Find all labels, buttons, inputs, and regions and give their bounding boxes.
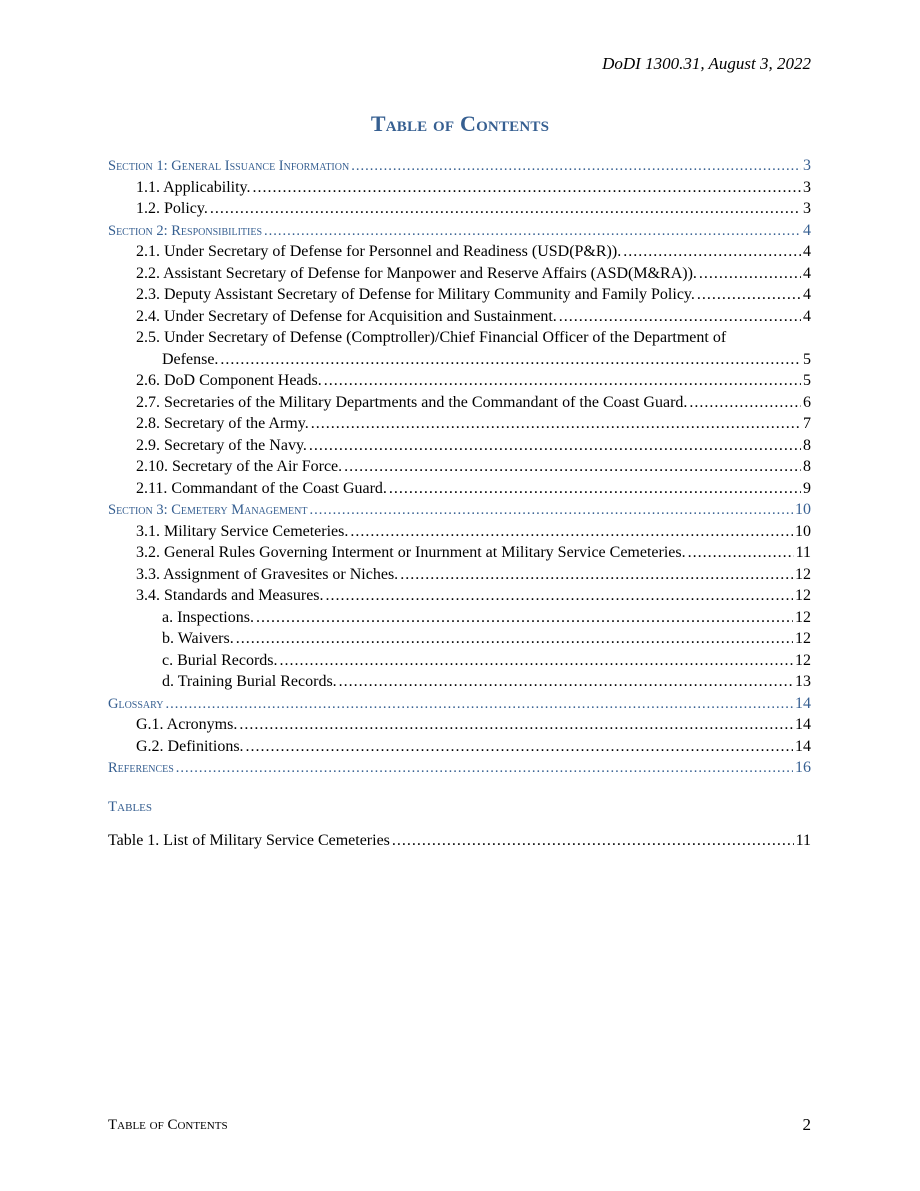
toc-table-1[interactable] xyxy=(108,830,811,852)
toc-page: 8 xyxy=(803,458,811,475)
leader-dots xyxy=(344,456,801,478)
leader-dots xyxy=(339,671,793,693)
toc-page: 4 xyxy=(803,286,811,303)
page-title: Table of Contents xyxy=(370,111,550,136)
toc-label: d. Training Burial Records. xyxy=(162,673,337,690)
toc-label: 1.2. Policy. xyxy=(136,200,208,217)
toc-entry-3-4-b[interactable] xyxy=(108,628,811,650)
toc-page: 12 xyxy=(795,630,811,647)
leader-dots xyxy=(311,413,801,435)
leader-dots xyxy=(689,392,801,414)
leader-dots xyxy=(253,177,801,199)
toc-entry-g-1[interactable] xyxy=(108,714,811,736)
toc-page: 10 xyxy=(795,522,811,540)
toc-entry-3-3[interactable] xyxy=(108,564,811,586)
toc-page: 4 xyxy=(803,307,811,325)
toc-page: 3 xyxy=(803,200,811,217)
leader-dots xyxy=(326,585,793,607)
leader-dots xyxy=(309,500,793,522)
toc-label: Table 1. List of Military Service Cemeteries xyxy=(108,832,390,849)
toc-page: 14 xyxy=(795,716,811,733)
toc-page: 12 xyxy=(795,565,811,583)
toc-references[interactable] xyxy=(108,757,811,779)
toc-page: 7 xyxy=(803,415,811,432)
toc-label: 2.6. DoD Component Heads. xyxy=(136,372,322,389)
toc-label: Section 2: Responsibilities xyxy=(108,222,263,239)
leader-dots xyxy=(256,607,793,629)
toc-label: 2.3. Deputy Assistant Secretary of Defense for Military Community and Family Policy. xyxy=(136,286,695,303)
leader-dots xyxy=(699,263,801,285)
toc-page: 11 xyxy=(795,832,811,849)
page-number: 2 xyxy=(802,1115,811,1134)
leader-dots xyxy=(688,542,794,564)
toc-label: 3.4. Standards and Measures. xyxy=(136,587,324,604)
leader-dots xyxy=(559,306,801,328)
toc-label: 3.1. Military Service Cemeteries. xyxy=(136,522,349,540)
toc-label: 1.1. Applicability. xyxy=(136,178,251,196)
toc-page: 16 xyxy=(795,759,811,776)
toc-label: b. Waivers. xyxy=(162,630,234,647)
toc-label: 3.3. Assignment of Gravesites or Niches. xyxy=(136,565,399,583)
toc-entry-2-4[interactable] xyxy=(108,306,811,328)
toc-label: 2.2. Assistant Secretary of Defense for Manpower and Reserve Affairs (ASD(M&RA)). xyxy=(136,264,697,282)
toc-label: References xyxy=(108,760,174,776)
leader-dots xyxy=(389,478,801,500)
toc-entry-3-4-c[interactable] xyxy=(108,650,811,672)
toc-entry-2-2[interactable] xyxy=(108,263,811,285)
toc-page: 12 xyxy=(795,587,811,604)
toc-page: 10 xyxy=(795,501,811,518)
toc-label: c. Burial Records. xyxy=(162,651,278,669)
toc-entry-2-1[interactable] xyxy=(108,241,811,263)
document-reference-header: DoDI 1300.31, August 3, 2022 xyxy=(602,54,811,73)
toc-label: 2.8. Secretary of the Army. xyxy=(136,415,309,432)
leader-dots xyxy=(239,714,793,736)
toc-entry-2-8[interactable] xyxy=(108,413,811,435)
toc-label: 2.9. Secretary of the Navy. xyxy=(136,436,307,454)
toc-page: 14 xyxy=(795,694,811,712)
footer-section-title: Table of Contents xyxy=(108,1117,228,1133)
toc-entry-1-1[interactable] xyxy=(108,177,811,199)
leader-dots xyxy=(210,198,801,220)
toc-label: 2.4. Under Secretary of Defense for Acquisition and Sustainment. xyxy=(136,307,557,325)
toc-entry-2-10[interactable] xyxy=(108,456,811,478)
leader-dots xyxy=(351,156,801,178)
table-of-contents xyxy=(108,155,811,779)
toc-entry-3-4[interactable] xyxy=(108,585,811,607)
toc-entry-2-9[interactable] xyxy=(108,435,811,457)
tables-heading: Tables xyxy=(108,799,152,815)
toc-label: 3.2. General Rules Governing Interment or Inurnment at Military Service Cemeteries. xyxy=(136,544,686,561)
toc-page: 8 xyxy=(803,436,811,454)
toc-glossary[interactable] xyxy=(108,693,811,715)
toc-entry-2-5[interactable] xyxy=(108,349,811,371)
toc-page: 12 xyxy=(795,651,811,669)
toc-label: G.2. Definitions. xyxy=(136,737,244,755)
toc-page: 9 xyxy=(803,479,811,497)
toc-label: G.1. Acronyms. xyxy=(136,716,238,733)
toc-entry-2-5-line1[interactable]: 2.5. Under Secretary of Defense (Comptroller)/Chief Financial Officer of the Department of xyxy=(136,329,727,346)
leader-dots xyxy=(309,435,801,457)
toc-page: 3 xyxy=(803,157,811,174)
toc-page: 3 xyxy=(803,178,811,196)
toc-label: 2.10. Secretary of the Air Force. xyxy=(136,458,343,475)
toc-section-3[interactable] xyxy=(108,499,811,521)
toc-entry-3-4-d[interactable] xyxy=(108,671,811,693)
toc-page: 13 xyxy=(795,673,811,690)
toc-label: 2.1. Under Secretary of Defense for Personnel and Readiness (USD(P&R)). xyxy=(136,243,622,260)
toc-page: 4 xyxy=(803,243,811,260)
leader-dots xyxy=(166,694,794,716)
toc-entry-2-7[interactable] xyxy=(108,392,811,414)
toc-page: 4 xyxy=(803,264,811,282)
leader-dots xyxy=(176,758,793,780)
toc-section-2[interactable] xyxy=(108,220,811,242)
toc-page: 4 xyxy=(803,221,811,239)
leader-dots xyxy=(623,241,801,263)
toc-label: 2.11. Commandant of the Coast Guard. xyxy=(136,479,387,497)
leader-dots xyxy=(697,284,801,306)
toc-page: 5 xyxy=(803,350,811,368)
leader-dots xyxy=(280,650,793,672)
toc-page: 14 xyxy=(795,737,811,755)
toc-entry-3-2[interactable] xyxy=(108,542,811,564)
toc-label: Section 1: General Issuance Information xyxy=(108,158,350,174)
toc-entry-3-4-a[interactable] xyxy=(108,607,811,629)
toc-section-1[interactable] xyxy=(108,155,811,177)
toc-entry-g-2[interactable] xyxy=(108,736,811,758)
leader-dots xyxy=(392,830,794,852)
toc-entry-2-3[interactable] xyxy=(108,284,811,306)
toc-label: Section 3: Cemetery Management xyxy=(108,502,308,518)
toc-entry-3-1[interactable] xyxy=(108,521,811,543)
toc-page: 12 xyxy=(795,608,811,626)
toc-page: 6 xyxy=(803,393,811,411)
leader-dots xyxy=(400,564,793,586)
toc-label: Glossary xyxy=(108,695,164,712)
toc-page: 5 xyxy=(803,372,811,389)
leader-dots xyxy=(236,628,793,650)
tables-list xyxy=(108,830,811,852)
toc-page: 11 xyxy=(795,544,811,561)
leader-dots xyxy=(350,521,793,543)
toc-entry-2-6[interactable] xyxy=(108,370,811,392)
leader-dots xyxy=(246,736,793,758)
toc-label: a. Inspections. xyxy=(162,608,254,626)
toc-entry-1-2[interactable] xyxy=(108,198,811,220)
toc-label: Defense. xyxy=(162,350,219,368)
leader-dots xyxy=(264,221,801,243)
leader-dots xyxy=(324,370,801,392)
toc-entry-2-11[interactable] xyxy=(108,478,811,500)
toc-label: 2.7. Secretaries of the Military Departments and the Commandant of the Coast Guard. xyxy=(136,393,688,411)
leader-dots xyxy=(220,349,801,371)
